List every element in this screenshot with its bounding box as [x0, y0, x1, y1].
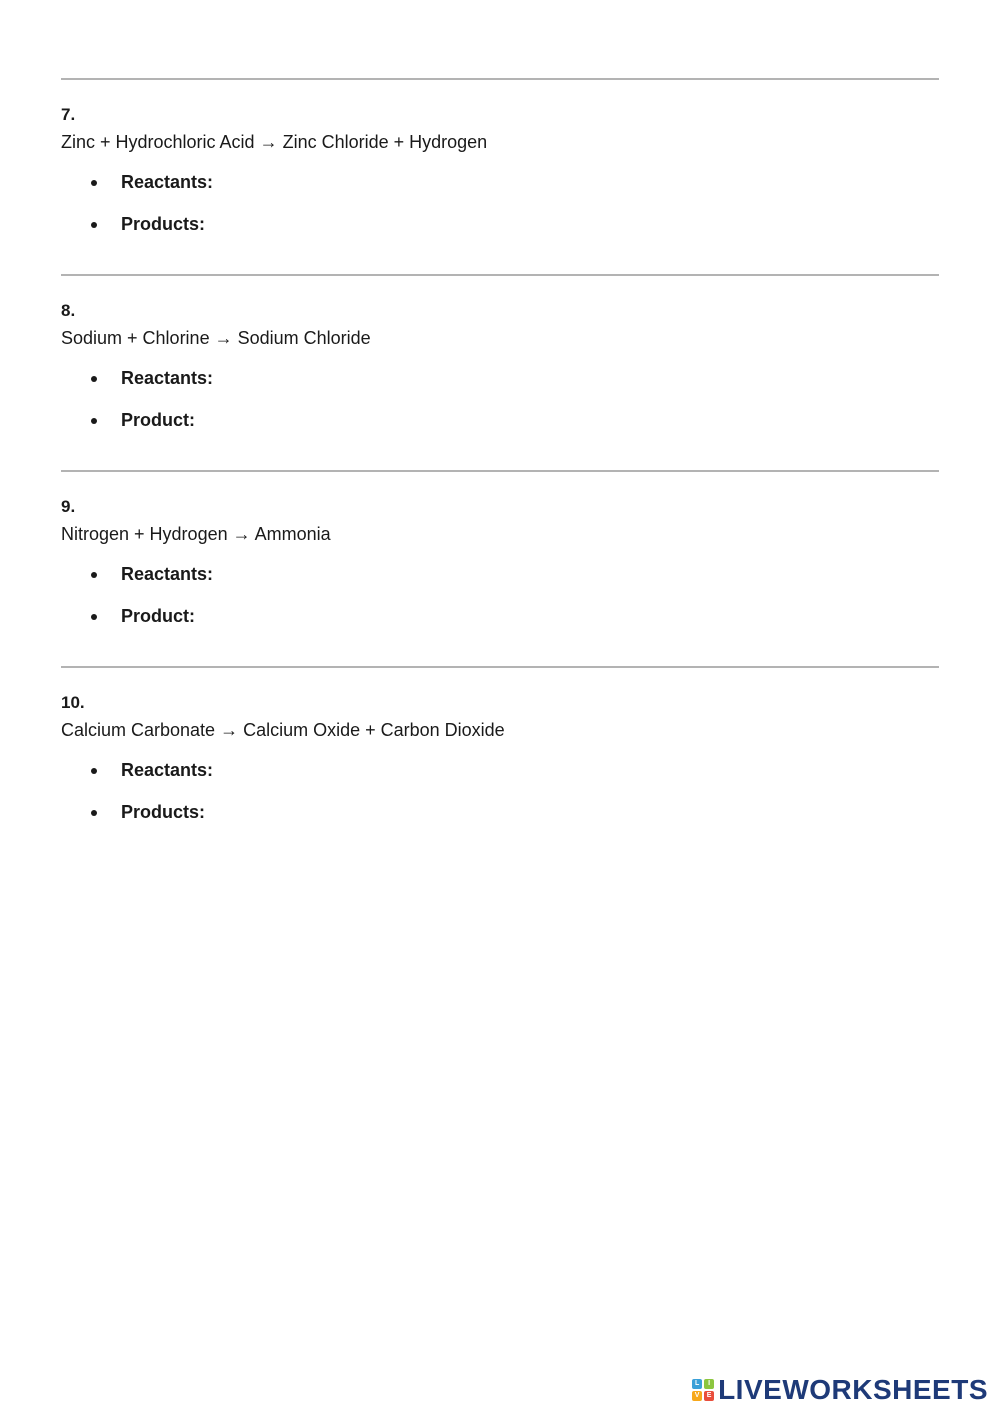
divider [61, 78, 939, 80]
logo-text: LIVEWORKSHEETS [718, 1374, 988, 1405]
equation: Nitrogen + Hydrogen → Ammonia [61, 524, 331, 544]
bullet-icon [91, 614, 97, 620]
logo-mark-cell: E [704, 1391, 714, 1401]
field-label: Reactants: [121, 760, 214, 780]
liveworksheets-logo [692, 1374, 988, 1406]
question-7 [61, 104, 939, 254]
bullet-icon [91, 810, 97, 816]
list-item [61, 408, 939, 450]
bullet-icon [91, 768, 97, 774]
question-9 [61, 496, 939, 646]
field-label: Reactants: [121, 172, 214, 192]
bullet-icon [91, 180, 97, 186]
field-label: Product: [121, 410, 195, 430]
field-label: Reactants: [121, 564, 214, 584]
bullet-icon [91, 222, 97, 228]
liveworksheets-logo-icon [692, 1379, 714, 1401]
field-label: Products: [121, 214, 206, 234]
equation: Zinc + Hydrochloric Acid → Zinc Chloride + Hydrogen [61, 132, 488, 152]
field-label: Reactants: [121, 368, 214, 388]
list-item [61, 366, 939, 408]
list-item [61, 800, 939, 842]
bullet-icon [91, 376, 97, 382]
question-number: 10. [61, 693, 85, 712]
equation: Sodium + Chlorine → Sodium Chloride [61, 328, 371, 348]
divider [61, 666, 939, 668]
divider [61, 274, 939, 276]
bullet-icon [91, 572, 97, 578]
question-number: 8. [61, 301, 76, 320]
list-item [61, 212, 939, 254]
question-8 [61, 300, 939, 450]
logo-mark-cell: L [692, 1379, 702, 1389]
question-10 [61, 692, 939, 842]
bullet-icon [91, 418, 97, 424]
list-item [61, 758, 939, 800]
question-number: 7. [61, 105, 76, 124]
list-item [61, 170, 939, 212]
logo-mark-cell: V [692, 1391, 702, 1401]
field-label: Product: [121, 606, 195, 626]
list-item [61, 562, 939, 604]
divider [61, 470, 939, 472]
list-item [61, 604, 939, 646]
field-label: Products: [121, 802, 206, 822]
logo-mark-cell: I [704, 1379, 714, 1389]
equation: Calcium Carbonate → Calcium Oxide + Carbon Dioxide [61, 720, 505, 740]
question-number: 9. [61, 497, 76, 516]
